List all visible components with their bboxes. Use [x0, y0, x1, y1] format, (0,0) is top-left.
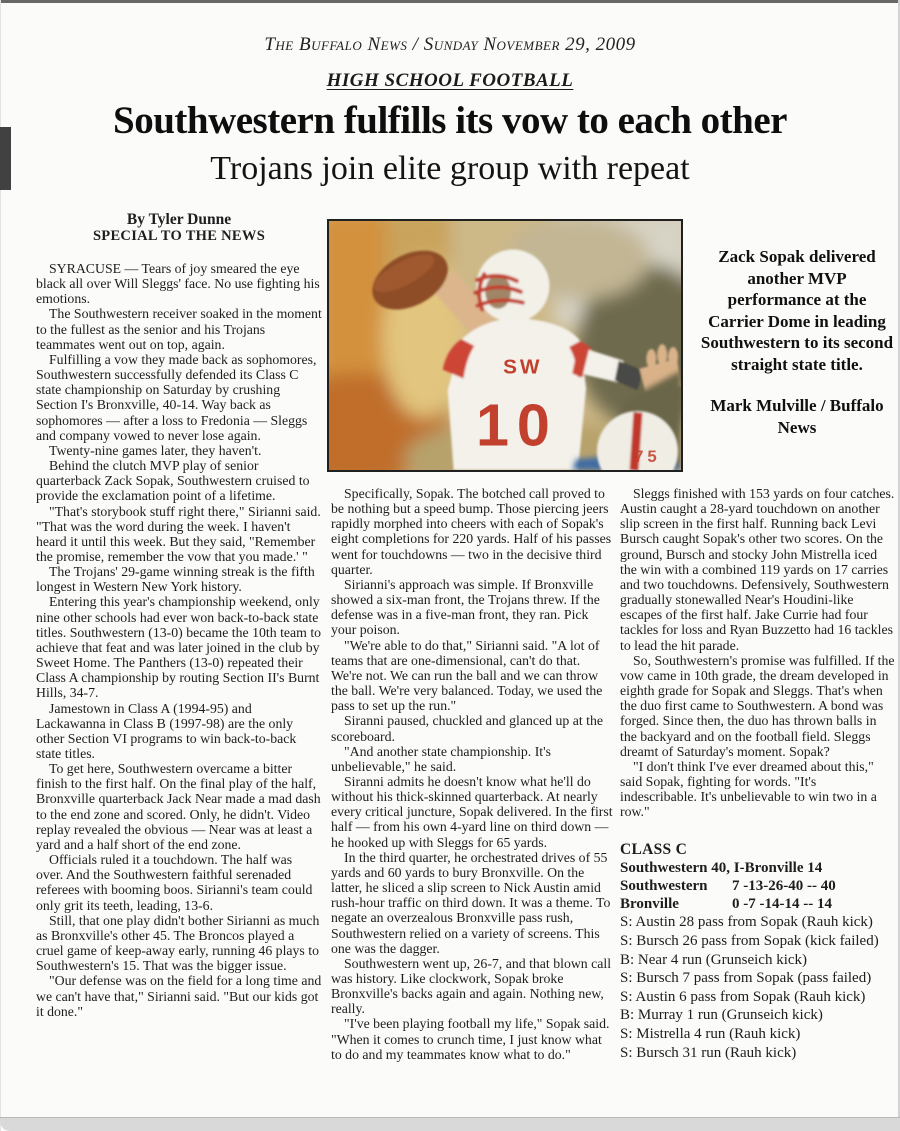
scoring-play: S: Bursch 7 pass from Sopak (pass failed) — [620, 970, 872, 987]
article-paragraph: "I don't think I've ever dreamed about this," said Sopak, fighting for words. "It's indescribable. It's unbelievable to win two in a row." — [620, 758, 877, 820]
scan-edge-top — [0, 0, 900, 3]
line-score-row — [620, 877, 895, 895]
masthead: The Buffalo News / Sunday November 29, 2009 — [264, 34, 636, 55]
line-score-team: Bronville — [620, 896, 679, 913]
scoring-play: S: Mistrella 4 run (Rauh kick) — [620, 1026, 801, 1042]
scoring-play: S: Austin 6 pass from Sopak (Rauh kick) — [620, 988, 866, 1005]
scoring-play: S: Austin 28 pass from Sopak (Rauh kick) — [620, 914, 873, 931]
byline-author: By Tyler Dunne — [126, 211, 232, 228]
subheadline: Trojans join elite group with repeat — [210, 150, 690, 187]
article-paragraph: "We're able to do that," Sirianni said. "A lot of teams that are one-dimensional, can't do that. We're not. We can run the ball and we can throw the ball. We're very balanced. Today, we used the pass to set up the run." — [331, 637, 603, 714]
article-paragraph: The Trojans' 29-game winning streak is the fifth longest in Western New York history. — [36, 564, 315, 595]
photo-illustration — [329, 221, 681, 470]
article-paragraph: Fulfilling a vow they made back as sophomores, Southwestern successfully defended its Class C state championship on Saturday by crushing Section I's Bronxville, 40-14. Way back as sophomores — after a loss to Fredonia — Sleggs and company vowed to never lose again. — [36, 351, 317, 443]
article-paragraph: Behind the clutch MVP play of senior quarterback Zack Sopak, Southwestern cruised to provide the exclamation point of a lifetime. — [36, 458, 310, 504]
column-right — [620, 486, 895, 1062]
photo-caption: Zack Sopak delivered another MVP performance at the Carrier Dome in leading Southwestern to its second straight state title. — [700, 247, 894, 374]
column-right-paragraphs — [620, 486, 895, 819]
line-score-quarters: 7 -13-26-40 -- 40 — [732, 878, 836, 895]
scoring-play: B: Near 4 run (Grunseich kick) — [620, 951, 808, 968]
article-paragraph: Southwestern went up, 26-7, and that blown call was history. Like clockwork, Sopak broke Bronxville's backs again and again. Nothing new, really. — [331, 955, 612, 1017]
article-paragraph: Specifically, Sopak. The botched call proved to be nothing but a speed bump. Those piercing jeers rapidly morphed into cheers with each of Sopak's eight completions for 220 yards. Half of his passes went for touchdowns — two in the decisive third quarter. — [331, 486, 612, 577]
caption-block — [700, 246, 894, 438]
scoring-play: S: Bursch 31 run (Rauh kick) — [620, 1044, 797, 1061]
article-paragraph: "And another state championship. It's unbelievable," he said. — [331, 743, 551, 774]
article-paragraph: The Southwestern receiver soaked in the moment to the fullest as the senior and his Trojans teammates went out on top, again. — [36, 306, 322, 352]
photo-credit: Mark Mulville / Buffalo News — [710, 396, 884, 437]
article-paragraph: "Our defense was on the field for a long time and we can't have that," Sirianni said. "But our kids got it done." — [36, 973, 322, 1019]
box-score-result: Southwestern 40, I-Bronville 14 — [620, 860, 823, 877]
article-paragraph: Sleggs finished with 153 yards on four catches. Austin caught a 28-yard touchdown on another slip screen in the first half. Running back Levi Bursch caught Sopak's other two scores. On the ground, Bursch and stocky John Mistrella iced the win with a combined 119 yards on 17 carries and two touchdowns. Defensively, Southwestern gradually stonewalled Near's Houdini-like escapes of the first half. Jake Currie had four tackles for loss and Ryan Buzzetto had 16 tackles to lead the hit parade. — [620, 486, 895, 653]
article-paragraph: "That's storybook stuff right there," Sirianni said. "That was the word during the week. I haven't heard it until this week. But they said, "Remember the promise, remember the vow that you made.' " — [36, 503, 321, 564]
article-paragraph: Still, that one play didn't bother Sirianni as much as Bronxville's other 45. The Broncos played a cruel game of keep-away early, running 46 plays to Southwestern's 15. That was the bigger issue. — [36, 912, 320, 974]
scoring-play: B: Murray 1 run (Grunseich kick) — [620, 1007, 823, 1024]
article-paragraph: Jamestown in Class A (1994-95) and Lackawanna in Class B (1997-98) are the only other Section VI programs to win back-to-back state titles. — [36, 700, 297, 761]
section-header — [0, 70, 900, 92]
article-paragraph: Siranni admits he doesn't know what he'll do without his thick-skinned quarterback. At nearly every critical juncture, Sopak delivered. In the first half — from his own 4-yard line on third down — he hooked up with Sleggs for 65 yards. — [331, 773, 613, 850]
scoring-plays — [620, 913, 895, 1062]
article-paragraph: "I've been playing football my life," Sopak said. "When it comes to crunch time, I just know what to do and my teammates know what to do." — [331, 1016, 610, 1062]
byline-credit: SPECIAL TO THE NEWS — [92, 228, 266, 244]
box-score-heading: CLASS C — [620, 841, 688, 859]
opponent-number: 75 — [634, 447, 661, 467]
column-left — [36, 261, 322, 1019]
article-paragraph: Siranni paused, chuckled and glanced up at the scoreboard. — [331, 713, 603, 744]
article-paragraph: Entering this year's championship weekend, only nine other schools had ever won back-to-back state titles. Southwestern (13-0) became the 10th team to achieve that feat and was later joined in the club by Sweet Home. The Panthers (13-0) repeated their Class A championship by routing Section II's Burnt Hills, 34-7. — [36, 594, 322, 701]
article-paragraph: Sirianni's approach was simple. If Bronxville showed a six-man front, the Trojans threw. If the defense was in a five-man front, they ran. Pick your poison. — [331, 576, 600, 638]
jersey-letters: SW — [503, 355, 543, 379]
article-paragraph: To get here, Southwestern overcame a bitter finish to the first half. On the final play of the half, Bronxville quarterback Jack Near made a mad dash to the end zone and scored. Only, he didn't. Video replay revealed the obvious — Near was at least a yard and a half short of the end zone. — [36, 761, 321, 852]
scoring-play: S: Bursch 26 pass from Sopak (kick failed) — [620, 933, 879, 950]
jersey-number: 10 — [475, 391, 558, 459]
article-paragraph: Twenty-nine games later, they haven't. — [49, 442, 262, 458]
line-score-quarters: 0 -7 -14-14 -- 14 — [732, 896, 832, 913]
article-paragraph: SYRACUSE — Tears of joy smeared the eye black all over Will Sleggs' face. No use fighting his emotions. — [36, 261, 320, 307]
byline — [36, 211, 322, 245]
line-score-team: Southwestern — [620, 878, 708, 895]
scan-edge-bottom — [0, 1117, 900, 1131]
line-score-row — [620, 895, 895, 913]
article-paragraph: In the third quarter, he orchestrated drives of 55 yards and 60 yards to bury Bronxville. On the latter, he sliced a slip screen to Nick Austin amid rush-hour traffic on third down. It was a theme. To negate an overzealous Bronxville pass rush, Southwestern relied on a variety of screens. This one was the dagger. — [331, 849, 611, 956]
column-middle — [331, 486, 613, 1062]
article-paragraph: Officials ruled it a touchdown. The half was over. And the Southwestern faithful serenaded referees with booming boos. Sirianni's team could only grit its teeth, leading, 13-6. — [36, 852, 313, 913]
box-score — [620, 841, 895, 1062]
article-paragraph: So, Southwestern's promise was fulfilled. If the vow came in 10th grade, the dream developed in eighth grade for Sopak and Sleggs. That's when the duo first came to Southwestern. A bond was forged. Since then, the duo has thrown balls in the backyard and on the football field. Sleggs dreamt of Saturday's moment. Sopak? — [620, 652, 895, 759]
headline: Southwestern fulfills its vow to each other — [113, 99, 787, 142]
section-header-label: HIGH SCHOOL FOOTBALL — [326, 70, 574, 91]
article-photo — [327, 219, 683, 472]
